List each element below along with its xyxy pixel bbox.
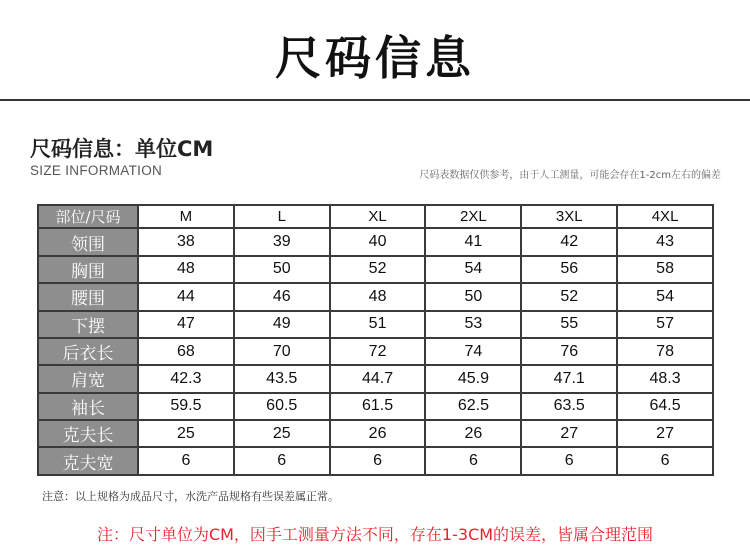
table-cell: 63.5 (521, 393, 617, 420)
table-cell: 40 (330, 228, 426, 255)
table-cell: 27 (617, 420, 713, 447)
table-cell: 55 (521, 311, 617, 338)
table-cell: 44.7 (330, 365, 426, 392)
table-cell: 51 (330, 311, 426, 338)
table-cell: 70 (234, 338, 330, 365)
row-label: 肩宽 (38, 365, 138, 392)
table-cell: 56 (521, 256, 617, 283)
table-cell: 64.5 (617, 393, 713, 420)
row-label: 下摆 (38, 311, 138, 338)
table-cell: 6 (330, 447, 426, 475)
size-table (37, 204, 714, 476)
table-cell: 47.1 (521, 365, 617, 392)
table-row (38, 365, 713, 392)
table-row (38, 256, 713, 283)
size-header-2xl: 2XL (425, 205, 521, 228)
table-cell: 39 (234, 228, 330, 255)
table-cell: 58 (617, 256, 713, 283)
table-cell: 26 (425, 420, 521, 447)
table-cell: 60.5 (234, 393, 330, 420)
table-cell: 53 (425, 311, 521, 338)
row-label: 后衣长 (38, 338, 138, 365)
table-cell: 76 (521, 338, 617, 365)
page-title: 尺码信息 (275, 31, 475, 85)
table-cell: 59.5 (138, 393, 234, 420)
table-cell: 78 (617, 338, 713, 365)
table-cell: 49 (234, 311, 330, 338)
table-cell: 41 (425, 228, 521, 255)
measurement-disclaimer: 尺码表数据仅供参考，由于人工测量，可能会存在1-2cm左右的偏差 (419, 170, 721, 181)
table-row (38, 228, 713, 255)
table-row (38, 393, 713, 420)
title-divider (0, 99, 750, 101)
table-cell: 42.3 (138, 365, 234, 392)
table-cell: 43 (617, 228, 713, 255)
spec-note: 注意：以上规格为成品尺寸，水洗产品规格有些误差属正常。 (42, 490, 339, 503)
table-cell: 6 (521, 447, 617, 475)
row-label: 腰围 (38, 283, 138, 310)
table-cell: 54 (425, 256, 521, 283)
row-label: 克夫宽 (38, 447, 138, 475)
size-info-title: 尺码信息：单位CM (30, 137, 214, 161)
table-cell: 44 (138, 283, 234, 310)
table-cell: 6 (234, 447, 330, 475)
table-cell: 74 (425, 338, 521, 365)
table-cell: 72 (330, 338, 426, 365)
table-cell: 42 (521, 228, 617, 255)
table-cell: 62.5 (425, 393, 521, 420)
table-cell: 6 (617, 447, 713, 475)
table-cell: 68 (138, 338, 234, 365)
table-cell: 47 (138, 311, 234, 338)
size-header-3xl: 3XL (521, 205, 617, 228)
table-row (38, 420, 713, 447)
row-label: 领围 (38, 228, 138, 255)
table-cell: 46 (234, 283, 330, 310)
table-cell: 52 (521, 283, 617, 310)
table-cell: 48 (330, 283, 426, 310)
table-row (38, 311, 713, 338)
table-cell: 52 (330, 256, 426, 283)
size-header-m: M (138, 205, 234, 228)
size-info-subtitle: SIZE INFORMATION (30, 163, 163, 178)
size-header-l: L (234, 205, 330, 228)
table-cell: 50 (234, 256, 330, 283)
table-cell: 57 (617, 311, 713, 338)
table-cell: 25 (138, 420, 234, 447)
table-cell: 48.3 (617, 365, 713, 392)
row-label: 胸围 (38, 256, 138, 283)
table-cell: 45.9 (425, 365, 521, 392)
table-cell: 26 (330, 420, 426, 447)
table-cell: 6 (425, 447, 521, 475)
unit-warning-note: 注：尺寸单位为CM，因手工测量方法不同，存在1-3CM的误差，皆属合理范围 (96, 525, 654, 544)
table-row (38, 283, 713, 310)
table-cell: 48 (138, 256, 234, 283)
row-label: 袖长 (38, 393, 138, 420)
table-row (38, 447, 713, 475)
table-cell: 27 (521, 420, 617, 447)
table-header-row (38, 205, 713, 228)
corner-label: 部位/尺码 (38, 205, 138, 228)
table-row (38, 338, 713, 365)
table-cell: 25 (234, 420, 330, 447)
table-cell: 38 (138, 228, 234, 255)
size-header-4xl: 4XL (617, 205, 713, 228)
row-label: 克夫长 (38, 420, 138, 447)
table-cell: 43.5 (234, 365, 330, 392)
table-cell: 54 (617, 283, 713, 310)
table-cell: 50 (425, 283, 521, 310)
table-cell: 6 (138, 447, 234, 475)
size-header-xl: XL (330, 205, 426, 228)
table-cell: 61.5 (330, 393, 426, 420)
